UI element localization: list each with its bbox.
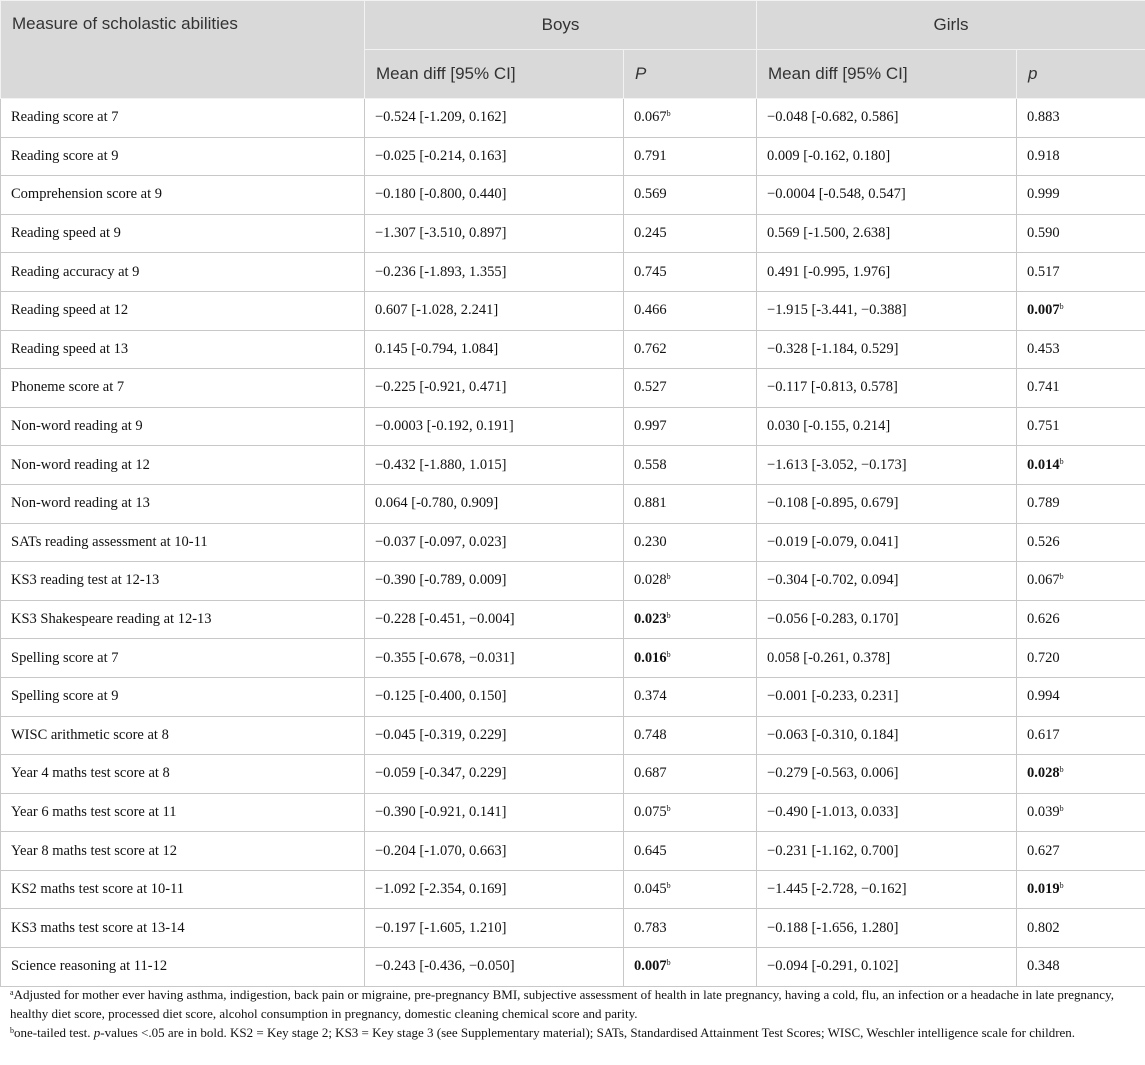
measure-cell — [1, 793, 365, 832]
table-row — [1, 137, 1145, 176]
boys-p-cell — [624, 755, 757, 794]
boys-p-cell — [624, 176, 757, 215]
boys-p-cell — [624, 446, 757, 485]
girls-p-cell-value: 0.720 — [1027, 649, 1060, 666]
girls-p-cell-value: 0.802 — [1027, 919, 1060, 936]
boys-p-cell — [624, 562, 757, 601]
boys-mean-diff-cell — [365, 523, 624, 562]
measure-cell-value: Non-word reading at 13 — [11, 495, 150, 512]
measure-cell — [1, 291, 365, 330]
footnote-b-mark: b — [10, 1026, 14, 1035]
boys-p-cell — [624, 291, 757, 330]
boys-p-cell — [624, 870, 757, 909]
footnote-b — [10, 1023, 1138, 1042]
boys-mean-diff-cell — [365, 99, 624, 138]
footnote-marker: b — [1059, 765, 1064, 775]
measure-cell-value: Spelling score at 9 — [11, 688, 119, 705]
table-row — [1, 639, 1145, 678]
girls-mean-diff-cell — [757, 716, 1017, 755]
footnote-b-text-rest: -values <.05 are in bold. KS2 = Key stage 2; KS3 = Key stage 3 (see Supplementary material); SATs, Standardised Attainment Test Scores; WISC, Weschler intelligence scale for children. — [100, 1025, 1076, 1040]
boys-p-cell — [624, 407, 757, 446]
footnote-marker: b — [1059, 302, 1064, 312]
footnote-b-text: one-tailed test. — [14, 1025, 94, 1040]
girls-mean-diff-cell — [757, 948, 1017, 987]
boys-p-cell-value: 0.527 — [634, 379, 667, 396]
table-row — [1, 870, 1145, 909]
measure-cell-value: Reading speed at 9 — [11, 225, 121, 242]
girls-mean-diff-cell-value: 0.569 [-1.500, 2.638] — [767, 225, 891, 242]
footnote-marker: b — [1059, 572, 1064, 582]
boys-group-header: Boys — [365, 1, 757, 50]
girls-mean-diff-cell-value: −0.188 [-1.656, 1.280] — [767, 919, 899, 936]
girls-mean-diff-cell — [757, 137, 1017, 176]
boys-mean-diff-cell — [365, 291, 624, 330]
measure-cell — [1, 484, 365, 523]
boys-mean-diff-cell-value: −0.243 [-0.436, −0.050] — [375, 958, 515, 975]
boys-mean-diff-cell — [365, 870, 624, 909]
girls-mean-diff-cell — [757, 600, 1017, 639]
girls-p-cell — [1017, 446, 1145, 485]
boys-mean-diff-cell — [365, 639, 624, 678]
boys-mean-diff-cell — [365, 832, 624, 871]
girls-mean-diff-cell-value: −0.117 [-0.813, 0.578] — [767, 379, 898, 396]
girls-p-cell — [1017, 484, 1145, 523]
boys-mean-diff-cell-value: 0.145 [-0.794, 1.084] — [375, 340, 499, 357]
table-row — [1, 562, 1145, 601]
boys-p-cell — [624, 214, 757, 253]
girls-mean-diff-cell-value: −0.019 [-0.079, 0.041] — [767, 533, 899, 550]
boys-mean-diff-cell-value: −0.236 [-1.893, 1.355] — [375, 263, 507, 280]
girls-p-cell — [1017, 716, 1145, 755]
footnote-marker: b — [1059, 803, 1064, 813]
boys-p-cell — [624, 793, 757, 832]
boys-mean-diff-cell-value: −0.037 [-0.097, 0.023] — [375, 533, 507, 550]
measure-cell — [1, 909, 365, 948]
boys-p-cell-value: 0.028 — [634, 572, 667, 589]
footnote-marker: b — [666, 572, 671, 582]
girls-p-cell-value: 0.789 — [1027, 495, 1060, 512]
girls-p-cell-value: 0.627 — [1027, 842, 1060, 859]
girls-p-cell — [1017, 176, 1145, 215]
measure-cell — [1, 948, 365, 987]
girls-p-cell — [1017, 369, 1145, 408]
girls-mean-diff-cell — [757, 369, 1017, 408]
measure-cell — [1, 716, 365, 755]
measure-cell-value: Reading speed at 12 — [11, 302, 129, 319]
girls-p-cell-value: 0.994 — [1027, 688, 1060, 705]
measure-cell — [1, 369, 365, 408]
footnote-marker: b — [666, 109, 671, 119]
boys-mean-diff-cell — [365, 755, 624, 794]
boys-mean-diff-cell — [365, 330, 624, 369]
boys-mean-diff-cell-value: −0.390 [-0.789, 0.009] — [375, 572, 507, 589]
measure-cell-value: Reading accuracy at 9 — [11, 263, 140, 280]
boys-mean-diff-cell — [365, 446, 624, 485]
boys-p-cell — [624, 909, 757, 948]
table-row — [1, 330, 1145, 369]
boys-mean-diff-cell — [365, 716, 624, 755]
boys-p-cell-value: 0.067 — [634, 109, 667, 126]
girls-p-cell-value: 0.028 — [1027, 765, 1060, 782]
girls-p-cell-value: 0.526 — [1027, 533, 1060, 550]
footnote-marker: b — [666, 881, 671, 891]
table-row — [1, 909, 1145, 948]
girls-mean-diff-cell-value: −0.001 [-0.233, 0.231] — [767, 688, 899, 705]
boys-mean-diff-cell-value: −0.180 [-0.800, 0.440] — [375, 186, 507, 203]
measure-cell-value: KS3 Shakespeare reading at 12-13 — [11, 611, 212, 628]
measure-cell-value: KS3 reading test at 12-13 — [11, 572, 160, 589]
measure-cell — [1, 832, 365, 871]
footnote-b-italic: p — [93, 1025, 101, 1040]
boys-mean-diff-cell — [365, 137, 624, 176]
boys-p-cell — [624, 677, 757, 716]
girls-p-cell — [1017, 99, 1145, 138]
girls-mean-diff-cell — [757, 407, 1017, 446]
boys-mean-diff-cell-value: −0.524 [-1.209, 0.162] — [375, 109, 507, 126]
measure-cell-value: Reading speed at 13 — [11, 340, 129, 357]
measure-cell — [1, 600, 365, 639]
boys-p-cell-value: 0.687 — [634, 765, 667, 782]
measure-cell — [1, 407, 365, 446]
boys-mean-diff-cell — [365, 677, 624, 716]
girls-p-cell — [1017, 677, 1145, 716]
boys-mean-diff-cell — [365, 600, 624, 639]
table-row — [1, 523, 1145, 562]
boys-p-cell-value: 0.783 — [634, 919, 667, 936]
girls-mean-diff-cell-value: −0.108 [-0.895, 0.679] — [767, 495, 899, 512]
girls-mean-diff-cell — [757, 870, 1017, 909]
boys-p-cell-value: 0.645 — [634, 842, 667, 859]
girls-mean-diff-cell-value: 0.030 [-0.155, 0.214] — [767, 418, 891, 435]
footnote-marker: b — [666, 803, 671, 813]
boys-p-cell-value: 0.007 — [634, 958, 667, 975]
girls-group-header: Girls — [757, 1, 1145, 50]
girls-p-cell-value: 0.007 — [1027, 302, 1060, 319]
boys-p-cell-value: 0.762 — [634, 340, 667, 357]
boys-mean-diff-header: Mean diff [95% CI] — [365, 50, 624, 99]
girls-mean-diff-cell-value: −0.094 [-0.291, 0.102] — [767, 958, 899, 975]
girls-p-cell — [1017, 832, 1145, 871]
girls-mean-diff-cell — [757, 523, 1017, 562]
girls-mean-diff-cell — [757, 639, 1017, 678]
measure-cell-value: SATs reading assessment at 10-11 — [11, 533, 208, 550]
girls-p-cell — [1017, 291, 1145, 330]
girls-mean-diff-cell-value: −0.304 [-0.702, 0.094] — [767, 572, 899, 589]
boys-mean-diff-cell-value: −0.432 [-1.880, 1.015] — [375, 456, 507, 473]
girls-p-cell-value: 0.590 — [1027, 225, 1060, 242]
measure-cell — [1, 639, 365, 678]
girls-mean-diff-cell-value: −1.445 [-2.728, −0.162] — [767, 881, 907, 898]
girls-p-cell-value: 0.453 — [1027, 340, 1060, 357]
measure-cell — [1, 176, 365, 215]
boys-mean-diff-cell-value: −0.204 [-1.070, 0.663] — [375, 842, 507, 859]
measure-cell-value: Year 8 maths test score at 12 — [11, 842, 178, 859]
table-row — [1, 600, 1145, 639]
girls-mean-diff-cell-value: −0.0004 [-0.548, 0.547] — [767, 186, 906, 203]
measure-cell — [1, 330, 365, 369]
girls-mean-diff-cell — [757, 446, 1017, 485]
measure-cell-value: Phoneme score at 7 — [11, 379, 125, 396]
boys-p-cell-value: 0.245 — [634, 225, 667, 242]
boys-p-cell-value: 0.466 — [634, 302, 667, 319]
girls-p-cell — [1017, 330, 1145, 369]
girls-mean-diff-cell-value: 0.009 [-0.162, 0.180] — [767, 147, 891, 164]
measure-cell-value: Year 6 maths test score at 11 — [11, 803, 177, 820]
boys-mean-diff-cell-value: −0.125 [-0.400, 0.150] — [375, 688, 507, 705]
girls-mean-diff-cell — [757, 484, 1017, 523]
boys-p-cell-value: 0.230 — [634, 533, 667, 550]
girls-p-cell-value: 0.751 — [1027, 418, 1060, 435]
girls-p-cell — [1017, 639, 1145, 678]
boys-p-cell-value: 0.075 — [634, 803, 667, 820]
girls-mean-diff-cell-value: 0.058 [-0.261, 0.378] — [767, 649, 891, 666]
footnote-marker: b — [1059, 881, 1064, 891]
boys-mean-diff-cell — [365, 176, 624, 215]
girls-p-cell-value: 0.617 — [1027, 726, 1060, 743]
girls-mean-diff-cell — [757, 253, 1017, 292]
boys-mean-diff-cell-value: 0.607 [-1.028, 2.241] — [375, 302, 499, 319]
table-row — [1, 291, 1145, 330]
measure-cell — [1, 214, 365, 253]
boys-mean-diff-cell-value: −0.390 [-0.921, 0.141] — [375, 803, 507, 820]
girls-p-cell — [1017, 253, 1145, 292]
measure-cell-value: Reading score at 9 — [11, 147, 119, 164]
girls-p-cell-value: 0.067 — [1027, 572, 1060, 589]
girls-p-cell — [1017, 909, 1145, 948]
boys-p-cell-value: 0.791 — [634, 147, 667, 164]
measure-column-header: Measure of scholastic abilities — [1, 1, 365, 99]
girls-mean-diff-cell-value: −0.056 [-0.283, 0.170] — [767, 611, 899, 628]
girls-p-cell-value: 0.517 — [1027, 263, 1060, 280]
girls-p-cell-value: 0.019 — [1027, 881, 1060, 898]
measure-cell — [1, 523, 365, 562]
boys-p-cell-value: 0.997 — [634, 418, 667, 435]
footnote-a-mark: a — [10, 988, 14, 997]
girls-mean-diff-cell — [757, 793, 1017, 832]
table-row — [1, 716, 1145, 755]
boys-mean-diff-cell — [365, 369, 624, 408]
girls-p-cell-value: 0.918 — [1027, 147, 1060, 164]
boys-p-cell-value: 0.881 — [634, 495, 667, 512]
girls-p-header: p — [1017, 50, 1145, 99]
boys-p-cell-value: 0.374 — [634, 688, 667, 705]
boys-p-cell — [624, 523, 757, 562]
girls-p-cell — [1017, 755, 1145, 794]
footnote-a-text: Adjusted for mother ever having asthma, indigestion, back pain or migraine, pre-pregnancy BMI, subjective assessment of health in late pregnancy, having a cold, flu, an infection or a headache in late pregnancy, healthy diet score, processed diet score, alcohol consumption in pregnancy, domestic cleaning chemical score and parity. — [10, 987, 1114, 1021]
measure-cell-value: Non-word reading at 9 — [11, 418, 143, 435]
girls-p-cell — [1017, 562, 1145, 601]
boys-p-header: P — [624, 50, 757, 99]
measure-cell-value: Spelling score at 7 — [11, 649, 119, 666]
girls-p-cell-value: 0.741 — [1027, 379, 1060, 396]
girls-mean-diff-cell-value: −0.328 [-1.184, 0.529] — [767, 340, 899, 357]
table-row — [1, 793, 1145, 832]
measure-cell-value: KS3 maths test score at 13-14 — [11, 919, 185, 936]
boys-mean-diff-cell — [365, 562, 624, 601]
boys-mean-diff-cell-value: −0.0003 [-0.192, 0.191] — [375, 418, 514, 435]
boys-p-cell — [624, 369, 757, 408]
girls-p-cell-value: 0.883 — [1027, 109, 1060, 126]
table-row — [1, 407, 1145, 446]
girls-p-cell — [1017, 523, 1145, 562]
girls-mean-diff-cell-value: −0.048 [-0.682, 0.586] — [767, 109, 899, 126]
measure-cell-value: Non-word reading at 12 — [11, 456, 150, 473]
boys-mean-diff-cell-value: −0.025 [-0.214, 0.163] — [375, 147, 507, 164]
footnote-marker: b — [1059, 456, 1064, 466]
boys-p-cell-value: 0.023 — [634, 611, 667, 628]
girls-mean-diff-cell — [757, 832, 1017, 871]
table-header — [1, 1, 1145, 99]
girls-mean-diff-cell — [757, 176, 1017, 215]
table-footnotes — [10, 985, 1138, 1042]
measure-cell-value: Science reasoning at 11-12 — [11, 958, 168, 975]
girls-p-cell-value: 0.014 — [1027, 456, 1060, 473]
girls-mean-diff-cell-value: −0.231 [-1.162, 0.700] — [767, 842, 899, 859]
boys-mean-diff-cell-value: −0.355 [-0.678, −0.031] — [375, 649, 515, 666]
footnote-a — [10, 985, 1138, 1023]
table-row — [1, 948, 1145, 987]
boys-mean-diff-cell-value: −0.228 [-0.451, −0.004] — [375, 611, 515, 628]
girls-p-cell-value: 0.039 — [1027, 803, 1060, 820]
measure-cell-value: WISC arithmetic score at 8 — [11, 726, 169, 743]
table-row — [1, 832, 1145, 871]
table-row — [1, 484, 1145, 523]
boys-mean-diff-cell — [365, 948, 624, 987]
boys-mean-diff-cell-value: 0.064 [-0.780, 0.909] — [375, 495, 499, 512]
girls-mean-diff-cell-value: −0.279 [-0.563, 0.006] — [767, 765, 899, 782]
measure-cell-value: KS2 maths test score at 10-11 — [11, 881, 185, 898]
boys-mean-diff-cell — [365, 484, 624, 523]
measure-cell — [1, 446, 365, 485]
measure-cell-value: Reading score at 7 — [11, 109, 119, 126]
table-row — [1, 369, 1145, 408]
boys-mean-diff-cell — [365, 253, 624, 292]
girls-p-cell — [1017, 600, 1145, 639]
girls-p-cell — [1017, 948, 1145, 987]
footnote-marker: b — [666, 649, 671, 659]
boys-p-cell-value: 0.745 — [634, 263, 667, 280]
girls-p-cell — [1017, 214, 1145, 253]
girls-mean-diff-cell — [757, 291, 1017, 330]
boys-mean-diff-cell-value: −0.225 [-0.921, 0.471] — [375, 379, 507, 396]
table-row — [1, 677, 1145, 716]
boys-p-cell — [624, 948, 757, 987]
table-body — [1, 99, 1145, 987]
girls-mean-diff-cell — [757, 99, 1017, 138]
table-row — [1, 99, 1145, 138]
girls-mean-diff-cell-value: −1.613 [-3.052, −0.173] — [767, 456, 907, 473]
measure-cell — [1, 677, 365, 716]
measure-cell — [1, 253, 365, 292]
girls-p-cell — [1017, 407, 1145, 446]
measure-cell-value: Year 4 maths test score at 8 — [11, 765, 170, 782]
boys-p-cell — [624, 716, 757, 755]
girls-mean-diff-cell-value: −0.063 [-0.310, 0.184] — [767, 726, 899, 743]
boys-mean-diff-cell-value: −0.059 [-0.347, 0.229] — [375, 765, 507, 782]
boys-p-cell-value: 0.045 — [634, 881, 667, 898]
footnote-marker: b — [666, 958, 671, 968]
boys-p-cell-value: 0.016 — [634, 649, 667, 666]
girls-p-cell — [1017, 793, 1145, 832]
table-row — [1, 446, 1145, 485]
boys-mean-diff-cell — [365, 214, 624, 253]
boys-mean-diff-cell-value: −0.045 [-0.319, 0.229] — [375, 726, 507, 743]
measure-cell — [1, 755, 365, 794]
footnote-marker: b — [666, 611, 671, 621]
boys-mean-diff-cell-value: −1.092 [-2.354, 0.169] — [375, 881, 507, 898]
boys-p-cell — [624, 137, 757, 176]
girls-mean-diff-cell-value: −1.915 [-3.441, −0.388] — [767, 302, 907, 319]
boys-p-cell-value: 0.569 — [634, 186, 667, 203]
table-row — [1, 755, 1145, 794]
girls-p-cell-value: 0.626 — [1027, 611, 1060, 628]
table-row — [1, 253, 1145, 292]
boys-p-cell-value: 0.558 — [634, 456, 667, 473]
measure-cell — [1, 99, 365, 138]
table-row — [1, 176, 1145, 215]
boys-p-cell — [624, 484, 757, 523]
boys-mean-diff-cell — [365, 407, 624, 446]
boys-mean-diff-cell-value: −0.197 [-1.605, 1.210] — [375, 919, 507, 936]
girls-mean-diff-cell — [757, 755, 1017, 794]
girls-mean-diff-cell — [757, 214, 1017, 253]
measure-cell-value: Comprehension score at 9 — [11, 186, 163, 203]
girls-mean-diff-cell-value: 0.491 [-0.995, 1.976] — [767, 263, 891, 280]
measure-cell — [1, 562, 365, 601]
boys-p-cell — [624, 639, 757, 678]
boys-mean-diff-cell — [365, 793, 624, 832]
girls-mean-diff-header: Mean diff [95% CI] — [757, 50, 1017, 99]
boys-p-cell — [624, 253, 757, 292]
girls-mean-diff-cell — [757, 909, 1017, 948]
girls-mean-diff-cell — [757, 330, 1017, 369]
girls-mean-diff-cell — [757, 677, 1017, 716]
girls-mean-diff-cell-value: −0.490 [-1.013, 0.033] — [767, 803, 899, 820]
boys-mean-diff-cell — [365, 909, 624, 948]
boys-p-cell-value: 0.748 — [634, 726, 667, 743]
girls-mean-diff-cell — [757, 562, 1017, 601]
measure-cell — [1, 870, 365, 909]
girls-p-cell — [1017, 870, 1145, 909]
boys-p-cell — [624, 330, 757, 369]
measure-cell — [1, 137, 365, 176]
girls-p-cell-value: 0.348 — [1027, 958, 1060, 975]
girls-p-cell — [1017, 137, 1145, 176]
boys-p-cell — [624, 600, 757, 639]
boys-mean-diff-cell-value: −1.307 [-3.510, 0.897] — [375, 225, 507, 242]
boys-p-cell — [624, 832, 757, 871]
boys-p-cell — [624, 99, 757, 138]
girls-p-cell-value: 0.999 — [1027, 186, 1060, 203]
table-row — [1, 214, 1145, 253]
